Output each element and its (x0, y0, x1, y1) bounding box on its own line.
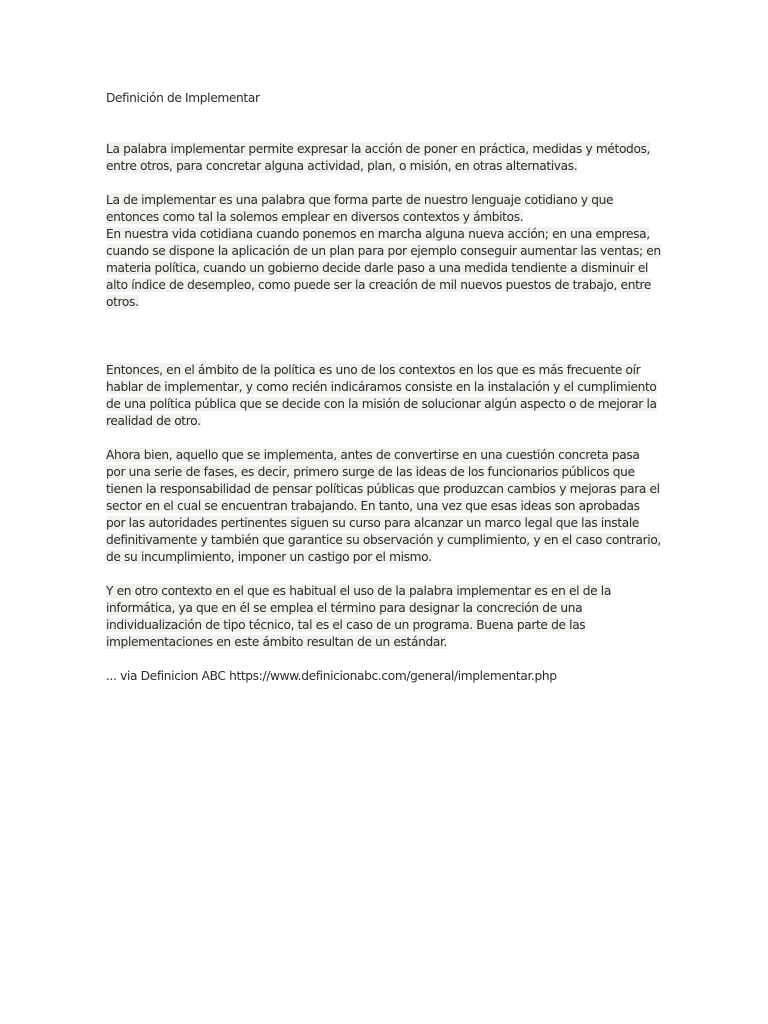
paragraph-3-text: En nuestra vida cotidiana cuando ponemos en marcha alguna nueva acción; en una empresa, cuando se dispone la aplicación de un plan para por ejemplo conseguir aumentar las ventas; en materia política, cuando un gobierno decide darle paso a una medida tendiente a disminuir el alto índice de desempleo, como puede ser la creación de mil nuevos puestos de trabajo, entre otros. (106, 227, 661, 309)
paragraph-6-text: Y en otro contexto en el que es habitual el uso de la palabra implementar es en el de la informática, ya que en él se emplea el término para designar la concreción de una individualización de tipo técnico, tal es el caso de un programa. Buena parte de las implementaciones en este ámbito resultan de un estándar. (106, 584, 611, 649)
paragraph-2-text: La de implementar es una palabra que forma parte de nuestro lenguaje cotidiano y que entonces como tal la solemos emplear en diversos contextos y ámbitos. (106, 193, 614, 224)
paragraph-spacer (106, 651, 662, 668)
paragraph-spacer (106, 566, 662, 583)
document-page (106, 90, 662, 685)
paragraph-4-text: Entonces, en el ámbito de la política es uno de los contextos en los que es más frecuente oír hablar de implementar, y como recién indicáramos consiste en la instalación y el cumplimiento de una política pública que se decide con la misión de solucionar algún aspecto o de mejorar la realidad de otro. (106, 363, 657, 428)
document-title: Definición de Implementar (106, 91, 260, 105)
paragraph-spacer (106, 175, 662, 192)
paragraph-5-text: Ahora bien, aquello que se implementa, antes de convertirse en una cuestión concreta pasa por una serie de fases, es decir, primero surge de las ideas de los funcionarios públicos que tienen la responsabilidad de pensar políticas públicas que produzcan cambios y mejoras para el sector en el cual se encuentran trabajando. En tanto, una vez que esas ideas son aprobadas por las autoridades pertinentes siguen su curso para alcanzar un marco legal que las instale definitivamente y también que garantice su observación y cumplimiento, y en el caso contrario, de su incumplimiento, imponer un castigo por el mismo. (106, 448, 661, 564)
paragraph-5 (106, 447, 662, 566)
paragraph-3 (106, 226, 662, 311)
paragraph-4 (106, 362, 662, 430)
paragraph-6 (106, 583, 662, 651)
paragraph-1 (106, 141, 662, 175)
source-link[interactable]: ... via Definicion ABC https://www.definicionabc.com/general/implementar.php (106, 669, 557, 683)
paragraph-spacer (106, 430, 662, 447)
paragraph-spacer-large (106, 311, 662, 362)
paragraph-1-text: La palabra implementar permite expresar la acción de poner en práctica, medidas y métodos, entre otros, para concretar alguna actividad, plan, o misión, en otras alternativas. (106, 142, 651, 173)
paragraph-2 (106, 192, 662, 226)
